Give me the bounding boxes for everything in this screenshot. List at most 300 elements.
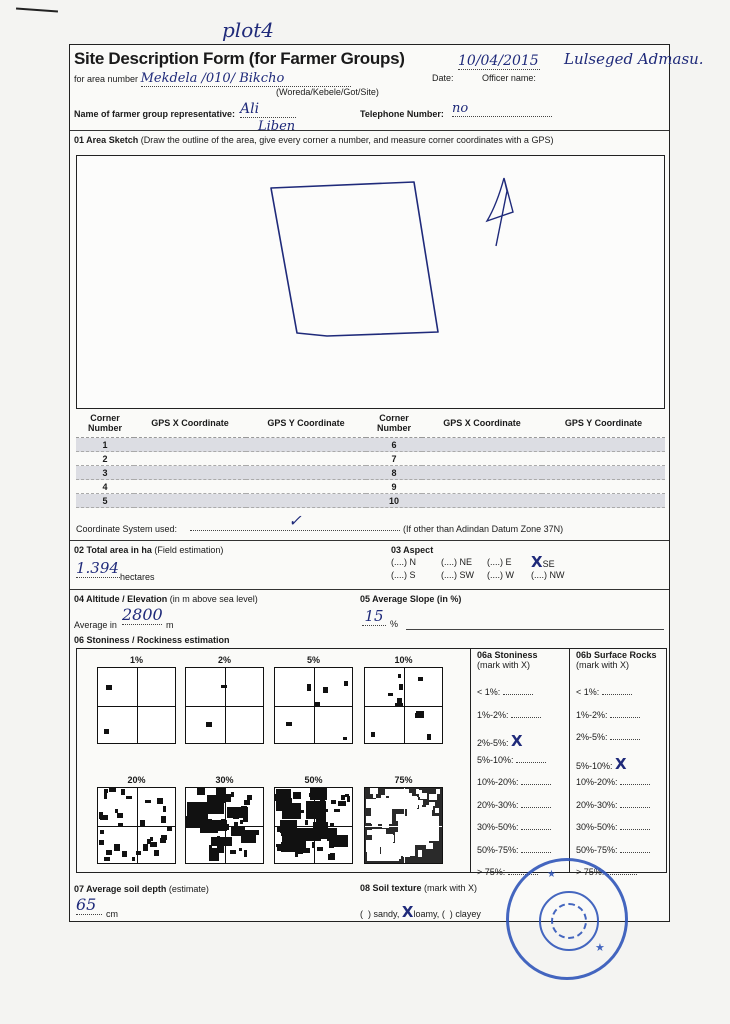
stone-mark — [338, 801, 346, 807]
x-mark: X — [531, 553, 543, 571]
aspect-box: (....) — [487, 570, 503, 580]
corner-number: 8 — [366, 466, 422, 480]
blank-field — [610, 739, 640, 740]
stone-mark — [114, 844, 120, 850]
sketch-drawing — [77, 156, 664, 408]
surface-rocks-option-label: < 1%: — [576, 687, 602, 697]
blank-field — [516, 762, 546, 763]
stone-mark — [373, 792, 377, 797]
stone-mark — [418, 800, 423, 806]
surface-rocks-option-label: 2%-5%: — [576, 732, 611, 742]
stone-mark — [150, 842, 156, 847]
stone-mark — [429, 802, 435, 806]
aspect-option-w[interactable] — [487, 570, 514, 580]
stoniness-option[interactable] — [477, 800, 567, 823]
stone-mark — [109, 788, 116, 792]
soil-depth-heading-row — [74, 884, 209, 894]
stoniness-pattern-4 — [364, 667, 443, 744]
gps-x-cell[interactable] — [422, 452, 542, 466]
stone-mark — [411, 796, 417, 801]
stone-mark — [389, 789, 409, 809]
stone-mark — [161, 816, 166, 823]
corner-number: 7 — [366, 452, 422, 466]
stoniness-pattern-3 — [274, 667, 353, 744]
blank-field — [620, 852, 650, 853]
officer-name-label: Officer name: — [482, 73, 536, 83]
stone-mark — [369, 850, 376, 853]
stone-mark — [117, 813, 124, 819]
slope-rule — [406, 629, 664, 630]
gps-y-cell[interactable] — [246, 480, 366, 494]
stone-mark — [239, 848, 242, 852]
coordinate-system-field[interactable]: ✓ — [190, 511, 400, 531]
corner-number: 2 — [76, 452, 134, 466]
table-row — [76, 438, 665, 452]
stone-mark — [345, 794, 349, 798]
gps-y-cell[interactable] — [246, 494, 366, 508]
surface-rocks-option-label: 50%-75%: — [576, 844, 621, 855]
stone-mark — [207, 795, 219, 805]
aspect-label: E — [505, 557, 512, 567]
header-corner-number: Corner Number — [366, 409, 422, 438]
divider — [70, 540, 669, 541]
surface-rocks-option[interactable] — [576, 687, 666, 710]
surface-rocks-column — [576, 649, 666, 877]
altitude-prefix: Average in — [74, 620, 117, 630]
coordinate-system-label: Coordinate System used: — [76, 524, 178, 534]
stone-mark — [295, 851, 298, 857]
table-row — [76, 480, 665, 494]
quadrant-line — [98, 826, 175, 827]
stone-mark — [241, 806, 246, 810]
corner-number: 1 — [76, 438, 134, 452]
quadrant-line — [365, 706, 442, 707]
plot-annotation: plot4 — [222, 18, 275, 42]
stone-mark — [243, 816, 248, 823]
gps-y-cell[interactable] — [542, 480, 665, 494]
stone-mark — [126, 796, 132, 799]
stoniness-option[interactable] — [477, 822, 567, 845]
stone-mark — [435, 808, 439, 813]
stone-mark — [286, 813, 291, 818]
stoniness-option-label: 2%-5%: — [477, 738, 512, 748]
stoniness-pattern-8 — [364, 787, 443, 864]
stone-mark — [417, 833, 423, 838]
telephone-field[interactable]: no — [452, 101, 552, 117]
stoniness-panel — [76, 648, 667, 877]
gps-y-cell[interactable] — [246, 466, 366, 480]
aspect-box: (....) — [391, 570, 407, 580]
stone-mark — [160, 838, 166, 843]
altitude-heading-row — [74, 594, 258, 604]
stone-mark — [416, 711, 424, 717]
gps-y-cell[interactable] — [542, 438, 665, 452]
surface-rocks-option[interactable] — [576, 800, 666, 823]
stone-mark — [163, 806, 167, 812]
gps-x-cell[interactable] — [422, 480, 542, 494]
stoniness-option[interactable] — [477, 732, 567, 755]
gps-coordinate-table — [76, 409, 665, 508]
stone-mark — [157, 798, 163, 804]
soil-option-loamy[interactable] — [401, 903, 440, 921]
soil-texture-options — [360, 903, 481, 921]
quadrant-line — [275, 706, 352, 707]
blank-field — [511, 717, 541, 718]
stone-mark — [313, 822, 328, 834]
blank-field — [620, 784, 650, 785]
soil-option-label: sandy, — [373, 909, 400, 919]
stone-mark — [226, 797, 231, 802]
soil-depth-subheading: (estimate) — [168, 884, 209, 894]
stone-mark — [323, 687, 328, 692]
stoniness-option-label: 1%-2%: — [477, 709, 512, 720]
aspect-label: NE — [459, 557, 473, 567]
form-title: Site Description Form (for Farmer Groups) — [74, 49, 405, 68]
surface-rocks-option[interactable] — [576, 822, 666, 845]
stone-mark — [436, 789, 440, 794]
soil-depth-unit: cm — [106, 909, 118, 919]
stoniness-option[interactable] — [477, 710, 567, 733]
total-area-heading: 02 Total area in ha — [74, 545, 152, 555]
blank-field — [521, 807, 551, 808]
aspect-label: S — [409, 570, 416, 580]
soil-option-sandy[interactable]: ( ) sandy, — [360, 909, 400, 919]
gps-y-cell[interactable] — [542, 466, 665, 480]
aspect-box: (....) — [531, 570, 547, 580]
soil-option-label: clayey — [455, 909, 481, 919]
stone-mark — [211, 805, 214, 812]
total-area-unit: hectares — [120, 572, 155, 582]
stoniness-option-label: 10%-20%: — [477, 777, 522, 787]
table-header-row — [76, 409, 665, 438]
pattern-label: 1% — [129, 655, 143, 665]
header-gps-x: GPS X Coordinate — [134, 409, 246, 438]
divider — [70, 589, 669, 590]
aspect-option-s[interactable] — [391, 570, 416, 580]
header-gps-y: GPS Y Coordinate — [542, 409, 665, 438]
sketch-heading: 01 Area Sketch — [74, 135, 139, 145]
stone-mark — [104, 857, 110, 862]
blank-field — [610, 717, 640, 718]
stone-mark — [420, 815, 424, 822]
corner-number: 4 — [76, 480, 134, 494]
pattern-label: 5% — [306, 655, 320, 665]
divider — [70, 130, 669, 131]
coordinate-system-note: (If other than Adindan Datum Zone 37N) — [403, 524, 564, 534]
stone-mark — [380, 855, 383, 861]
gps-y-cell[interactable] — [542, 452, 665, 466]
stone-mark — [293, 792, 301, 799]
stone-mark — [398, 674, 402, 678]
altitude-subheading: (in m above sea level) — [169, 594, 258, 604]
date-label: Date: — [432, 73, 454, 83]
soil-option-label: loamy, — [413, 909, 440, 919]
x-mark: X — [511, 732, 523, 750]
area-number-row — [74, 71, 374, 87]
gps-x-cell[interactable] — [422, 438, 542, 452]
header-corner-number: Corner Number — [76, 409, 134, 438]
total-area-field[interactable]: 1.394 — [76, 559, 119, 577]
telephone-label: Telephone Number: — [360, 109, 444, 119]
aspect-box: (....) — [391, 557, 407, 567]
pattern-label: 10% — [394, 655, 413, 665]
x-mark: X — [401, 903, 414, 921]
stone-mark — [409, 806, 417, 810]
aspect-option-n[interactable] — [391, 557, 416, 567]
stone-mark — [104, 729, 109, 734]
soil-texture-heading: 08 Soil texture — [360, 883, 422, 893]
sketch-instruction: (Draw the outline of the area, give every corner a number, and measure corner coordinates with a GPS) — [140, 135, 554, 145]
representative-field-line2: Liben — [258, 119, 296, 134]
aspect-label: NW — [549, 570, 565, 580]
surface-rocks-class-list — [576, 687, 666, 890]
slope-unit: % — [390, 619, 399, 629]
aspect-box: (....) — [487, 557, 503, 567]
stone-mark — [397, 698, 402, 704]
stone-mark — [197, 788, 205, 794]
stone-mark — [100, 815, 108, 820]
blank-field — [620, 807, 650, 808]
stoniness-pattern-6 — [185, 787, 264, 864]
stone-mark — [241, 830, 256, 843]
stone-mark — [306, 801, 325, 818]
pattern-label: 2% — [217, 655, 231, 665]
sketch-heading-row — [74, 135, 553, 145]
stone-mark — [230, 850, 235, 854]
altitude-field[interactable]: 2800 — [122, 605, 163, 624]
stone-mark — [217, 836, 220, 842]
gps-x-cell[interactable] — [422, 466, 542, 480]
surface-rocks-option[interactable] — [576, 732, 666, 755]
gps-x-cell[interactable] — [134, 438, 246, 452]
soil-depth-field[interactable]: 65 — [76, 895, 102, 915]
surface-rocks-option[interactable] — [576, 755, 666, 778]
blank-field — [521, 784, 551, 785]
gps-y-cell[interactable] — [246, 452, 366, 466]
stone-mark — [282, 840, 304, 850]
gps-x-cell[interactable] — [422, 494, 542, 508]
column-divider — [470, 649, 471, 872]
surface-rocks-option[interactable] — [576, 710, 666, 733]
header-gps-x: GPS X Coordinate — [422, 409, 542, 438]
gps-x-cell[interactable] — [134, 452, 246, 466]
stone-mark — [167, 827, 172, 830]
stoniness-option-label: > 75%: — [477, 867, 508, 877]
stoniness-pattern-7 — [274, 787, 353, 864]
stamp-star-icon: ★ — [595, 942, 605, 954]
quadrant-line — [98, 706, 175, 707]
stoniness-heading: 06 Stoniness / Rockiness estimation — [74, 635, 230, 645]
quadrant-line — [186, 826, 263, 827]
margin-pen-stroke — [16, 8, 58, 13]
stone-mark — [330, 853, 336, 856]
stone-mark — [233, 812, 239, 819]
aspect-option-sw[interactable] — [441, 570, 474, 580]
aspect-label: SE — [542, 559, 555, 569]
stone-mark — [283, 828, 286, 833]
area-sketch-canvas[interactable] — [76, 155, 665, 409]
stone-mark — [247, 795, 252, 800]
plot-outline — [271, 182, 438, 336]
stone-mark — [307, 684, 311, 691]
stone-mark — [150, 837, 153, 841]
column-divider — [569, 649, 570, 872]
stoniness-col-hint: (mark with X) — [477, 660, 531, 670]
stone-mark — [344, 681, 348, 686]
stone-mark — [334, 809, 340, 813]
aspect-option-se[interactable] — [531, 553, 555, 571]
stone-mark — [104, 793, 107, 800]
stone-mark — [276, 844, 280, 847]
gps-x-cell[interactable] — [134, 466, 246, 480]
corner-number: 9 — [366, 480, 422, 494]
stone-mark — [154, 850, 159, 856]
stoniness-option-label: 50%-75%: — [477, 844, 522, 855]
quadrant-line — [275, 826, 352, 827]
stone-mark — [99, 840, 104, 845]
aspect-label: W — [505, 570, 515, 580]
aspect-label: SW — [459, 570, 475, 580]
surface-rocks-option-label: > 75%: — [576, 867, 607, 877]
stoniness-option-label: 20%-30%: — [477, 799, 522, 810]
slope-field[interactable]: 15 — [362, 607, 386, 626]
surface-rocks-option-label: 5%-10%: — [576, 760, 616, 771]
stone-mark — [121, 789, 125, 794]
stoniness-option-label: 5%-10%: — [477, 754, 517, 765]
blank-field — [521, 829, 551, 830]
stone-mark — [145, 800, 151, 804]
surface-rocks-option[interactable] — [576, 777, 666, 800]
stone-mark — [106, 685, 111, 690]
aspect-heading: 03 Aspect — [391, 545, 434, 555]
stoniness-pattern-5 — [97, 787, 176, 864]
stoniness-option-label: < 1%: — [477, 687, 503, 697]
stone-mark — [286, 798, 292, 802]
stone-mark — [427, 734, 431, 740]
site-description-form — [69, 44, 704, 922]
surface-rocks-col-hint: (mark with X) — [576, 660, 630, 670]
stone-mark — [132, 857, 135, 861]
aspect-option-nw[interactable] — [531, 570, 565, 580]
surface-rocks-option-label: 30%-50%: — [576, 822, 621, 832]
aspect-option-e[interactable] — [487, 557, 512, 567]
stone-mark — [366, 800, 370, 805]
corner-number: 10 — [366, 494, 422, 508]
soil-texture-heading-row — [360, 883, 477, 893]
surface-rocks-option-label: 10%-20%: — [576, 777, 621, 787]
blank-field — [602, 694, 632, 695]
stone-mark — [244, 800, 250, 805]
surface-rocks-option-label: 1%-2%: — [576, 709, 611, 720]
stone-mark — [331, 835, 349, 847]
area-number-label: for area number — [74, 74, 139, 84]
gps-x-cell[interactable] — [134, 480, 246, 494]
stone-mark — [429, 794, 435, 800]
soil-depth-heading: 07 Average soil depth — [74, 884, 167, 894]
gps-x-cell[interactable] — [134, 494, 246, 508]
pattern-label: 30% — [215, 775, 234, 785]
stone-mark — [317, 847, 323, 850]
stone-mark — [418, 677, 422, 681]
quadrant-line — [365, 826, 442, 827]
stoniness-option[interactable] — [477, 687, 567, 710]
stone-mark — [366, 840, 373, 846]
stoniness-option[interactable] — [477, 777, 567, 800]
gps-y-cell[interactable] — [246, 438, 366, 452]
representative-label: Name of farmer group representative: — [74, 109, 236, 119]
blank-field — [521, 852, 551, 853]
aspect-box: (....) — [441, 557, 457, 567]
x-mark: X — [615, 754, 627, 773]
altitude-heading: 04 Altitude / Elevation — [74, 594, 168, 604]
gps-y-cell[interactable] — [542, 494, 665, 508]
officer-name-field[interactable]: Lulseged Admasu. — [564, 50, 704, 68]
stone-mark — [211, 837, 233, 846]
stone-mark — [378, 844, 384, 848]
stone-mark — [297, 810, 305, 813]
stone-mark — [371, 732, 376, 736]
pattern-label: 50% — [304, 775, 323, 785]
stone-mark — [396, 814, 400, 820]
stoniness-pattern-1 — [97, 667, 176, 744]
stone-mark — [231, 792, 234, 796]
stone-mark — [286, 722, 292, 726]
aspect-label: N — [409, 557, 417, 567]
stone-mark — [100, 830, 104, 834]
blank-field — [620, 829, 650, 830]
stone-mark — [418, 850, 422, 856]
area-number-field[interactable]: Mekdela /010/ Bikcho — [141, 71, 351, 87]
stone-mark — [244, 850, 247, 857]
soil-option-clayey[interactable]: ( ) clayey — [441, 909, 481, 919]
stoniness-column — [477, 649, 567, 877]
pattern-label: 75% — [394, 775, 413, 785]
corner-number: 3 — [76, 466, 134, 480]
area-hint: (Woreda/Kebele/Got/Site) — [276, 87, 379, 97]
stoniness-option-label: 30%-50%: — [477, 822, 522, 832]
table-row — [76, 466, 665, 480]
pattern-label: 20% — [127, 775, 146, 785]
stone-mark — [206, 722, 212, 727]
stone-mark — [275, 794, 282, 801]
stone-mark — [209, 848, 220, 861]
stone-mark — [343, 737, 347, 740]
corner-number: 5 — [76, 494, 134, 508]
slope-heading: 05 Average Slope (in %) — [360, 594, 462, 604]
stoniness-col-title: 06a Stoniness — [477, 650, 538, 660]
representative-field[interactable]: Ali — [240, 101, 296, 118]
official-stamp — [506, 858, 628, 980]
stone-mark — [399, 684, 403, 691]
corner-number: 6 — [366, 438, 422, 452]
stoniness-pattern-2 — [185, 667, 264, 744]
stoniness-option[interactable] — [477, 755, 567, 778]
quadrant-line — [186, 706, 263, 707]
blank-field — [607, 874, 637, 875]
north-arrow-icon — [487, 178, 513, 246]
stone-mark — [331, 800, 336, 805]
header-gps-y: GPS Y Coordinate — [246, 409, 366, 438]
aspect-box: (....) — [441, 570, 457, 580]
aspect-option-ne[interactable] — [441, 557, 472, 567]
stone-mark — [388, 835, 393, 842]
stone-mark — [106, 850, 112, 855]
stone-mark — [388, 693, 394, 696]
blank-field — [503, 694, 533, 695]
date-field[interactable]: 10/04/2015 — [458, 53, 539, 69]
surface-rocks-col-title: 06b Surface Rocks — [576, 650, 657, 660]
stone-mark — [419, 790, 422, 796]
